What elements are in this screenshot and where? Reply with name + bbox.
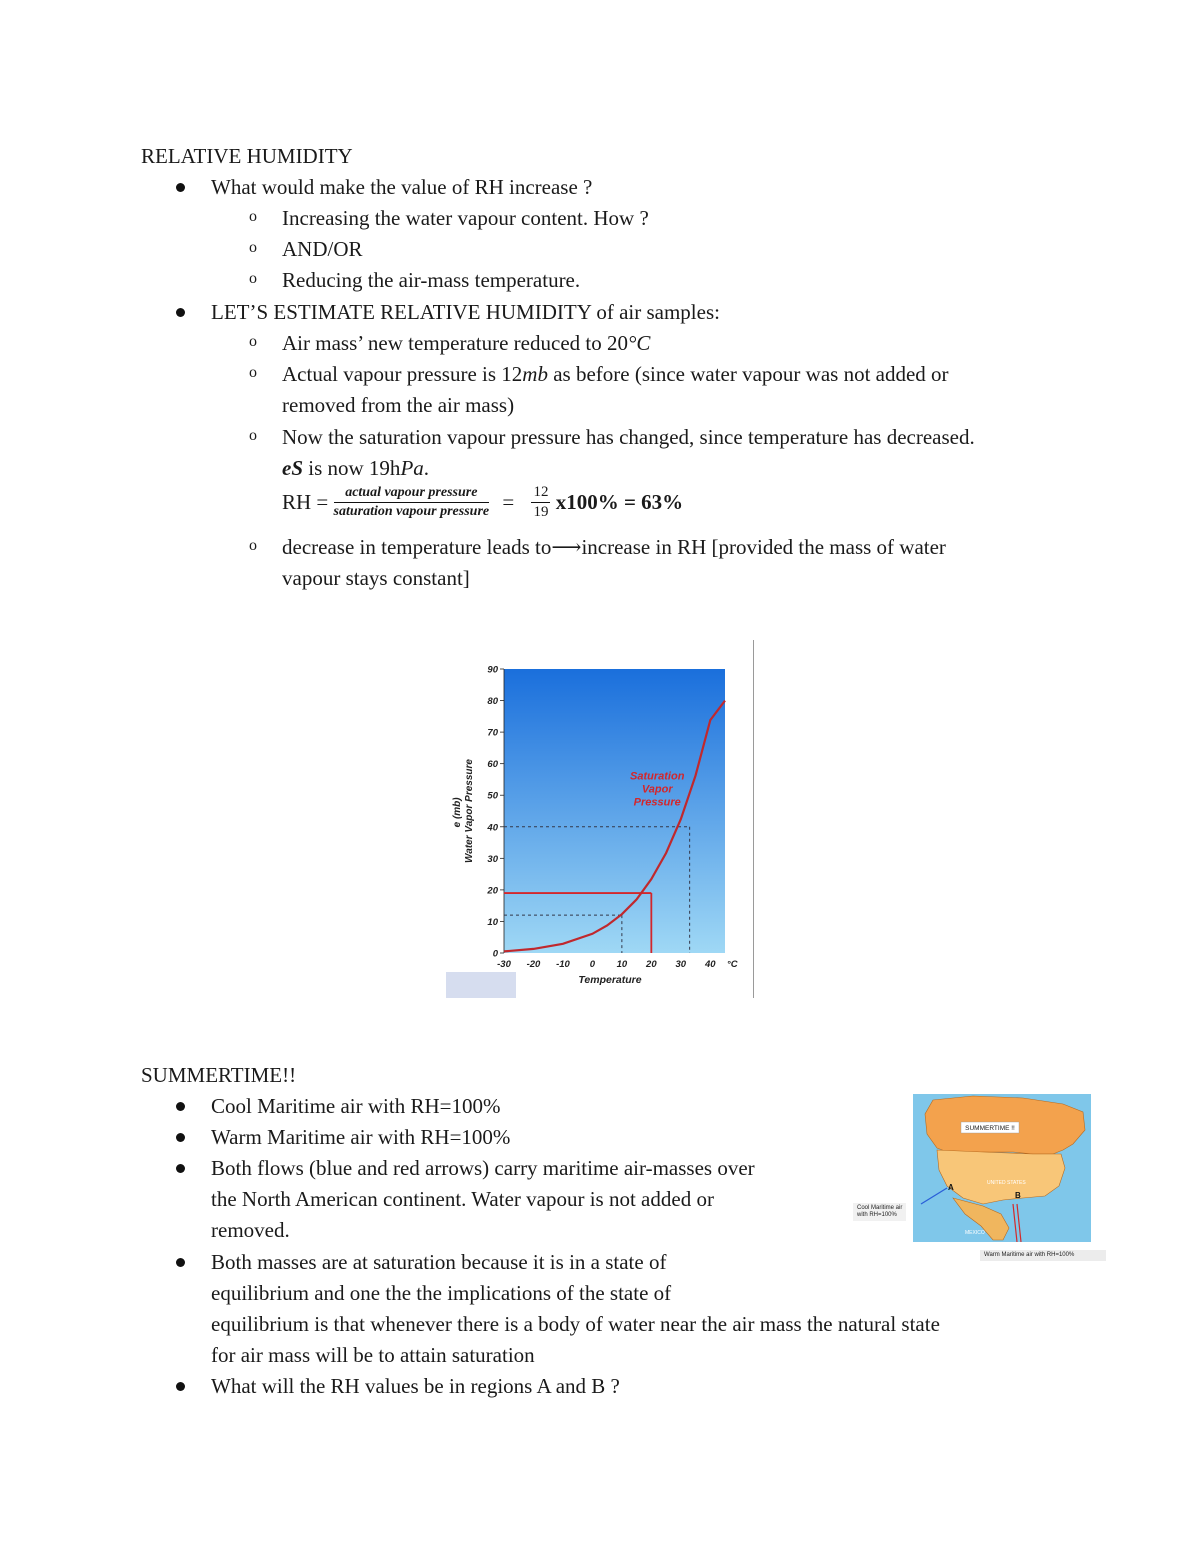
rh-n: 12 xyxy=(531,484,550,503)
x-tick-label: 10 xyxy=(616,959,628,970)
y-tick-label: 0 xyxy=(492,948,498,960)
x-tick-label: 40 xyxy=(704,959,716,970)
mb-unit: mb xyxy=(522,362,548,386)
rh-numerator: actual vapour pressure xyxy=(334,485,490,503)
bullet-icon xyxy=(176,1102,185,1111)
actual-vapour-text: Actual vapour pressure is 12 xyxy=(282,362,523,386)
saturation-line-2: equilibrium and one the the implications of the state of xyxy=(211,1281,672,1305)
y-tick-label: 50 xyxy=(487,790,498,802)
es-dot: . xyxy=(423,456,430,480)
answer-reduce-temperature: Reducing the air-mass temperature. xyxy=(282,268,581,292)
y-axis-label: Water Vapor Pressure xyxy=(464,759,475,863)
series-label-line: Saturation xyxy=(630,770,685,783)
cool-air-caption xyxy=(853,1203,906,1221)
circle-bullet-icon: o xyxy=(249,270,257,287)
x-tick-label: 0 xyxy=(589,959,596,970)
rh-result: x100% = 63% xyxy=(555,490,684,514)
es-value-line xyxy=(282,456,429,481)
flows-line-1: Both flows (blue and red arrows) carry maritime air-masses over xyxy=(211,1156,755,1180)
divider-line xyxy=(753,640,754,998)
circle-bullet-icon: o xyxy=(249,208,257,225)
y-tick-label: 30 xyxy=(487,853,498,865)
temperature-rh-relation: decrease in temperature leads to⟶increase in RH [provided the mass of water xyxy=(282,535,946,559)
actual-vapour-line-2: removed from the air mass) xyxy=(282,393,515,417)
warm-maritime: Warm Maritime air with RH=100% xyxy=(211,1125,511,1149)
circle-bullet-icon: o xyxy=(249,364,257,381)
estimate-heading: LET’S ESTIMATE RELATIVE HUMIDITY of air samples: xyxy=(211,300,720,324)
pa-unit: Pa xyxy=(400,456,424,480)
bullet-icon xyxy=(176,1382,185,1391)
circle-bullet-icon: o xyxy=(249,427,257,444)
bullet-icon xyxy=(176,1164,185,1173)
region-a-label: A xyxy=(948,1183,954,1192)
highlight-box xyxy=(446,972,516,998)
circle-bullet-icon: o xyxy=(249,239,257,256)
country-mexico: MEXICO xyxy=(965,1230,985,1236)
region-b-label: B xyxy=(1015,1191,1021,1200)
answer-increase-vapour: Increasing the water vapour content. How ? xyxy=(282,206,649,230)
circle-bullet-icon: o xyxy=(249,333,257,350)
y-axis-unit: e (mb) xyxy=(452,797,463,828)
y-axis-title xyxy=(452,759,475,863)
bullet-icon xyxy=(176,1258,185,1267)
bullet-icon xyxy=(176,1133,185,1142)
rh-denominator: saturation vapour pressure xyxy=(333,504,490,519)
y-tick-label: 60 xyxy=(487,759,498,771)
section-title-relative-humidity: RELATIVE HUMIDITY xyxy=(141,144,353,168)
actual-vapour-line xyxy=(282,362,949,387)
cool-air-caption-l2: with RH=100% xyxy=(857,1212,897,1218)
warm-air-caption: Warm Maritime air with RH=100% xyxy=(980,1250,1106,1261)
x-tick-label: 30 xyxy=(675,959,687,970)
cool-maritime: Cool Maritime air with RH=100% xyxy=(211,1094,501,1118)
saturation-line-3: equilibrium is that whenever there is a body of water near the air mass the natural state xyxy=(211,1312,940,1336)
y-tick-label: 20 xyxy=(487,885,498,897)
rh-numeric-fraction xyxy=(531,484,550,521)
rh-formula xyxy=(282,484,683,521)
x-tick-label: -30 xyxy=(497,959,511,970)
rh-regions-question: What will the RH values be in regions A and B ? xyxy=(211,1374,620,1398)
new-temperature-text: Air mass’ new temperature reduced to 20 xyxy=(282,331,628,355)
saturation-changed: Now the saturation vapour pressure has changed, since temperature has decreased. xyxy=(282,425,975,449)
es-symbol: eS xyxy=(282,456,303,480)
new-temperature-line xyxy=(282,331,650,356)
celsius-unit: °C xyxy=(627,331,651,355)
north-america-map xyxy=(913,1094,1091,1242)
flows-line-2: the North American continent. Water vapour is not added or xyxy=(211,1187,714,1211)
bullet-icon xyxy=(176,183,185,192)
x-axis-title: Temperature xyxy=(578,974,642,986)
section-title-summertime: SUMMERTIME!! xyxy=(141,1063,297,1087)
y-tick-label: 70 xyxy=(487,727,498,739)
flows-line-3: removed. xyxy=(211,1218,290,1242)
x-tick-label: 20 xyxy=(646,959,657,970)
x-tick-label: -10 xyxy=(556,959,570,970)
saturation-vapour-pressure-chart xyxy=(430,650,770,995)
rh-equals: = xyxy=(502,490,515,514)
rh-fraction xyxy=(334,485,490,520)
bullet-icon xyxy=(176,308,185,317)
series-label-line: Vapor xyxy=(641,783,673,796)
map-banner: SUMMERTIME !! xyxy=(965,1125,1015,1132)
rh-question: What would make the value of RH increase ? xyxy=(211,175,593,199)
y-tick-label: 80 xyxy=(487,696,498,708)
y-tick-label: 40 xyxy=(487,822,498,834)
saturation-line-1: Both masses are at saturation because it is in a state of xyxy=(211,1250,667,1274)
es-text: is now 19h xyxy=(303,456,401,480)
rh-label: RH = xyxy=(282,490,329,514)
answer-and-or: AND/OR xyxy=(282,237,363,261)
circle-bullet-icon: o xyxy=(249,537,257,554)
country-us: UNITED STATES xyxy=(987,1180,1026,1186)
series-label-line: Pressure xyxy=(633,796,681,809)
y-tick-label: 10 xyxy=(487,916,498,928)
y-tick-label: 90 xyxy=(487,664,498,676)
saturation-line-4: for air mass will be to attain saturation xyxy=(211,1343,535,1367)
actual-vapour-rest: as before (since water vapour was not added or xyxy=(547,362,949,386)
cool-air-caption-l1: Cool Maritime air xyxy=(857,1205,903,1211)
plot-area xyxy=(504,669,725,953)
x-tick-label: -20 xyxy=(526,959,541,970)
x-tick-label: °C xyxy=(726,959,738,970)
temperature-rh-relation-2: vapour stays constant] xyxy=(282,566,470,590)
rh-d: 19 xyxy=(533,504,549,520)
